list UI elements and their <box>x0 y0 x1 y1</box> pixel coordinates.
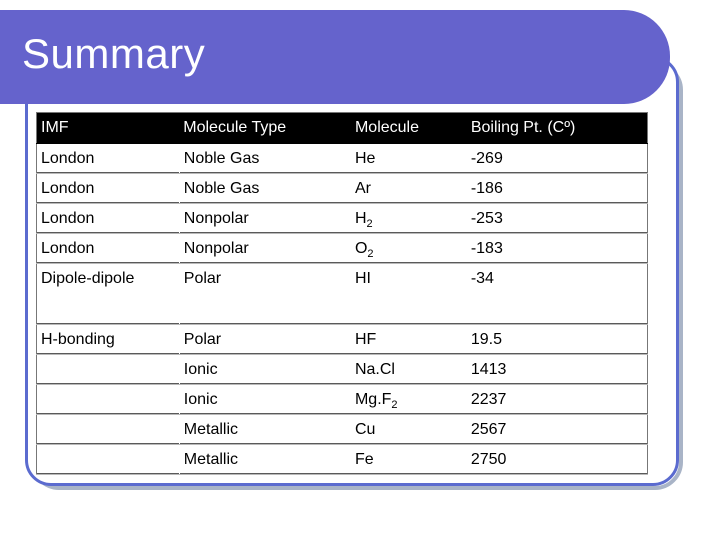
cell-molecule-type: Ionic <box>179 355 351 385</box>
header-molecule-type: Molecule Type <box>179 113 351 144</box>
cell-imf: London <box>37 204 180 234</box>
table-row <box>37 174 648 204</box>
cell-imf <box>37 445 180 475</box>
cell-molecule <box>351 445 467 475</box>
table-row <box>37 144 648 174</box>
cell-imf <box>37 355 180 385</box>
cell-boiling-point: 2237 <box>467 385 648 415</box>
molecule-formula: HF <box>354 331 377 348</box>
cell-molecule <box>351 144 467 174</box>
cell-imf <box>37 415 180 445</box>
molecule-subscript: 2 <box>367 248 374 260</box>
header-imf: IMF <box>37 113 180 144</box>
cell-boiling-point: -269 <box>467 144 648 174</box>
cell-molecule-type: Noble Gas <box>179 174 351 204</box>
cell-molecule-type: Polar <box>179 325 351 355</box>
cell-boiling-point: 1413 <box>467 355 648 385</box>
cell-molecule-type: Ionic <box>179 385 351 415</box>
molecule-formula: Ar <box>354 180 371 197</box>
table-row <box>37 385 648 415</box>
cell-imf: Dipole-dipole <box>37 264 180 325</box>
header-boiling-point: Boiling Pt. (Cº) <box>467 113 648 144</box>
cell-imf: London <box>37 144 180 174</box>
table-row <box>37 234 648 264</box>
molecule-formula: H <box>354 210 367 227</box>
molecule-formula: Na.Cl <box>354 361 395 378</box>
molecule-formula: O <box>354 240 368 257</box>
cell-molecule <box>351 385 467 415</box>
cell-imf <box>37 385 180 415</box>
table-header-row <box>37 113 648 144</box>
molecule-formula: Fe <box>354 451 374 468</box>
cell-molecule <box>351 264 467 325</box>
molecule-subscript: 2 <box>391 399 398 411</box>
table-row <box>37 204 648 234</box>
header-molecule: Molecule <box>351 113 467 144</box>
cell-imf: H-bonding <box>37 325 180 355</box>
cell-molecule-type: Nonpolar <box>179 204 351 234</box>
cell-molecule <box>351 325 467 355</box>
cell-boiling-point: -186 <box>467 174 648 204</box>
cell-molecule-type: Noble Gas <box>179 144 351 174</box>
cell-imf: London <box>37 234 180 264</box>
cell-molecule-type: Polar <box>179 264 351 325</box>
cell-molecule <box>351 355 467 385</box>
cell-boiling-point: 19.5 <box>467 325 648 355</box>
molecule-formula: Cu <box>354 421 376 438</box>
molecule-formula: Mg.F <box>354 391 392 408</box>
cell-boiling-point: -183 <box>467 234 648 264</box>
molecule-formula: He <box>354 150 376 167</box>
table-row <box>37 445 648 475</box>
cell-boiling-point: 2750 <box>467 445 648 475</box>
cell-molecule-type: Metallic <box>179 445 351 475</box>
summary-table <box>36 112 648 475</box>
cell-molecule <box>351 204 467 234</box>
table-row <box>37 325 648 355</box>
table-row <box>37 415 648 445</box>
table-row <box>37 355 648 385</box>
molecule-subscript: 2 <box>366 218 373 230</box>
table-row <box>37 264 648 325</box>
cell-molecule-type: Metallic <box>179 415 351 445</box>
cell-molecule <box>351 174 467 204</box>
cell-molecule <box>351 415 467 445</box>
cell-imf: London <box>37 174 180 204</box>
slide-title: Summary <box>22 30 206 77</box>
cell-molecule <box>351 234 467 264</box>
cell-boiling-point: 2567 <box>467 415 648 445</box>
cell-molecule-type: Nonpolar <box>179 234 351 264</box>
cell-boiling-point: -34 <box>467 264 648 325</box>
cell-boiling-point: -253 <box>467 204 648 234</box>
molecule-formula: HI <box>354 270 371 287</box>
